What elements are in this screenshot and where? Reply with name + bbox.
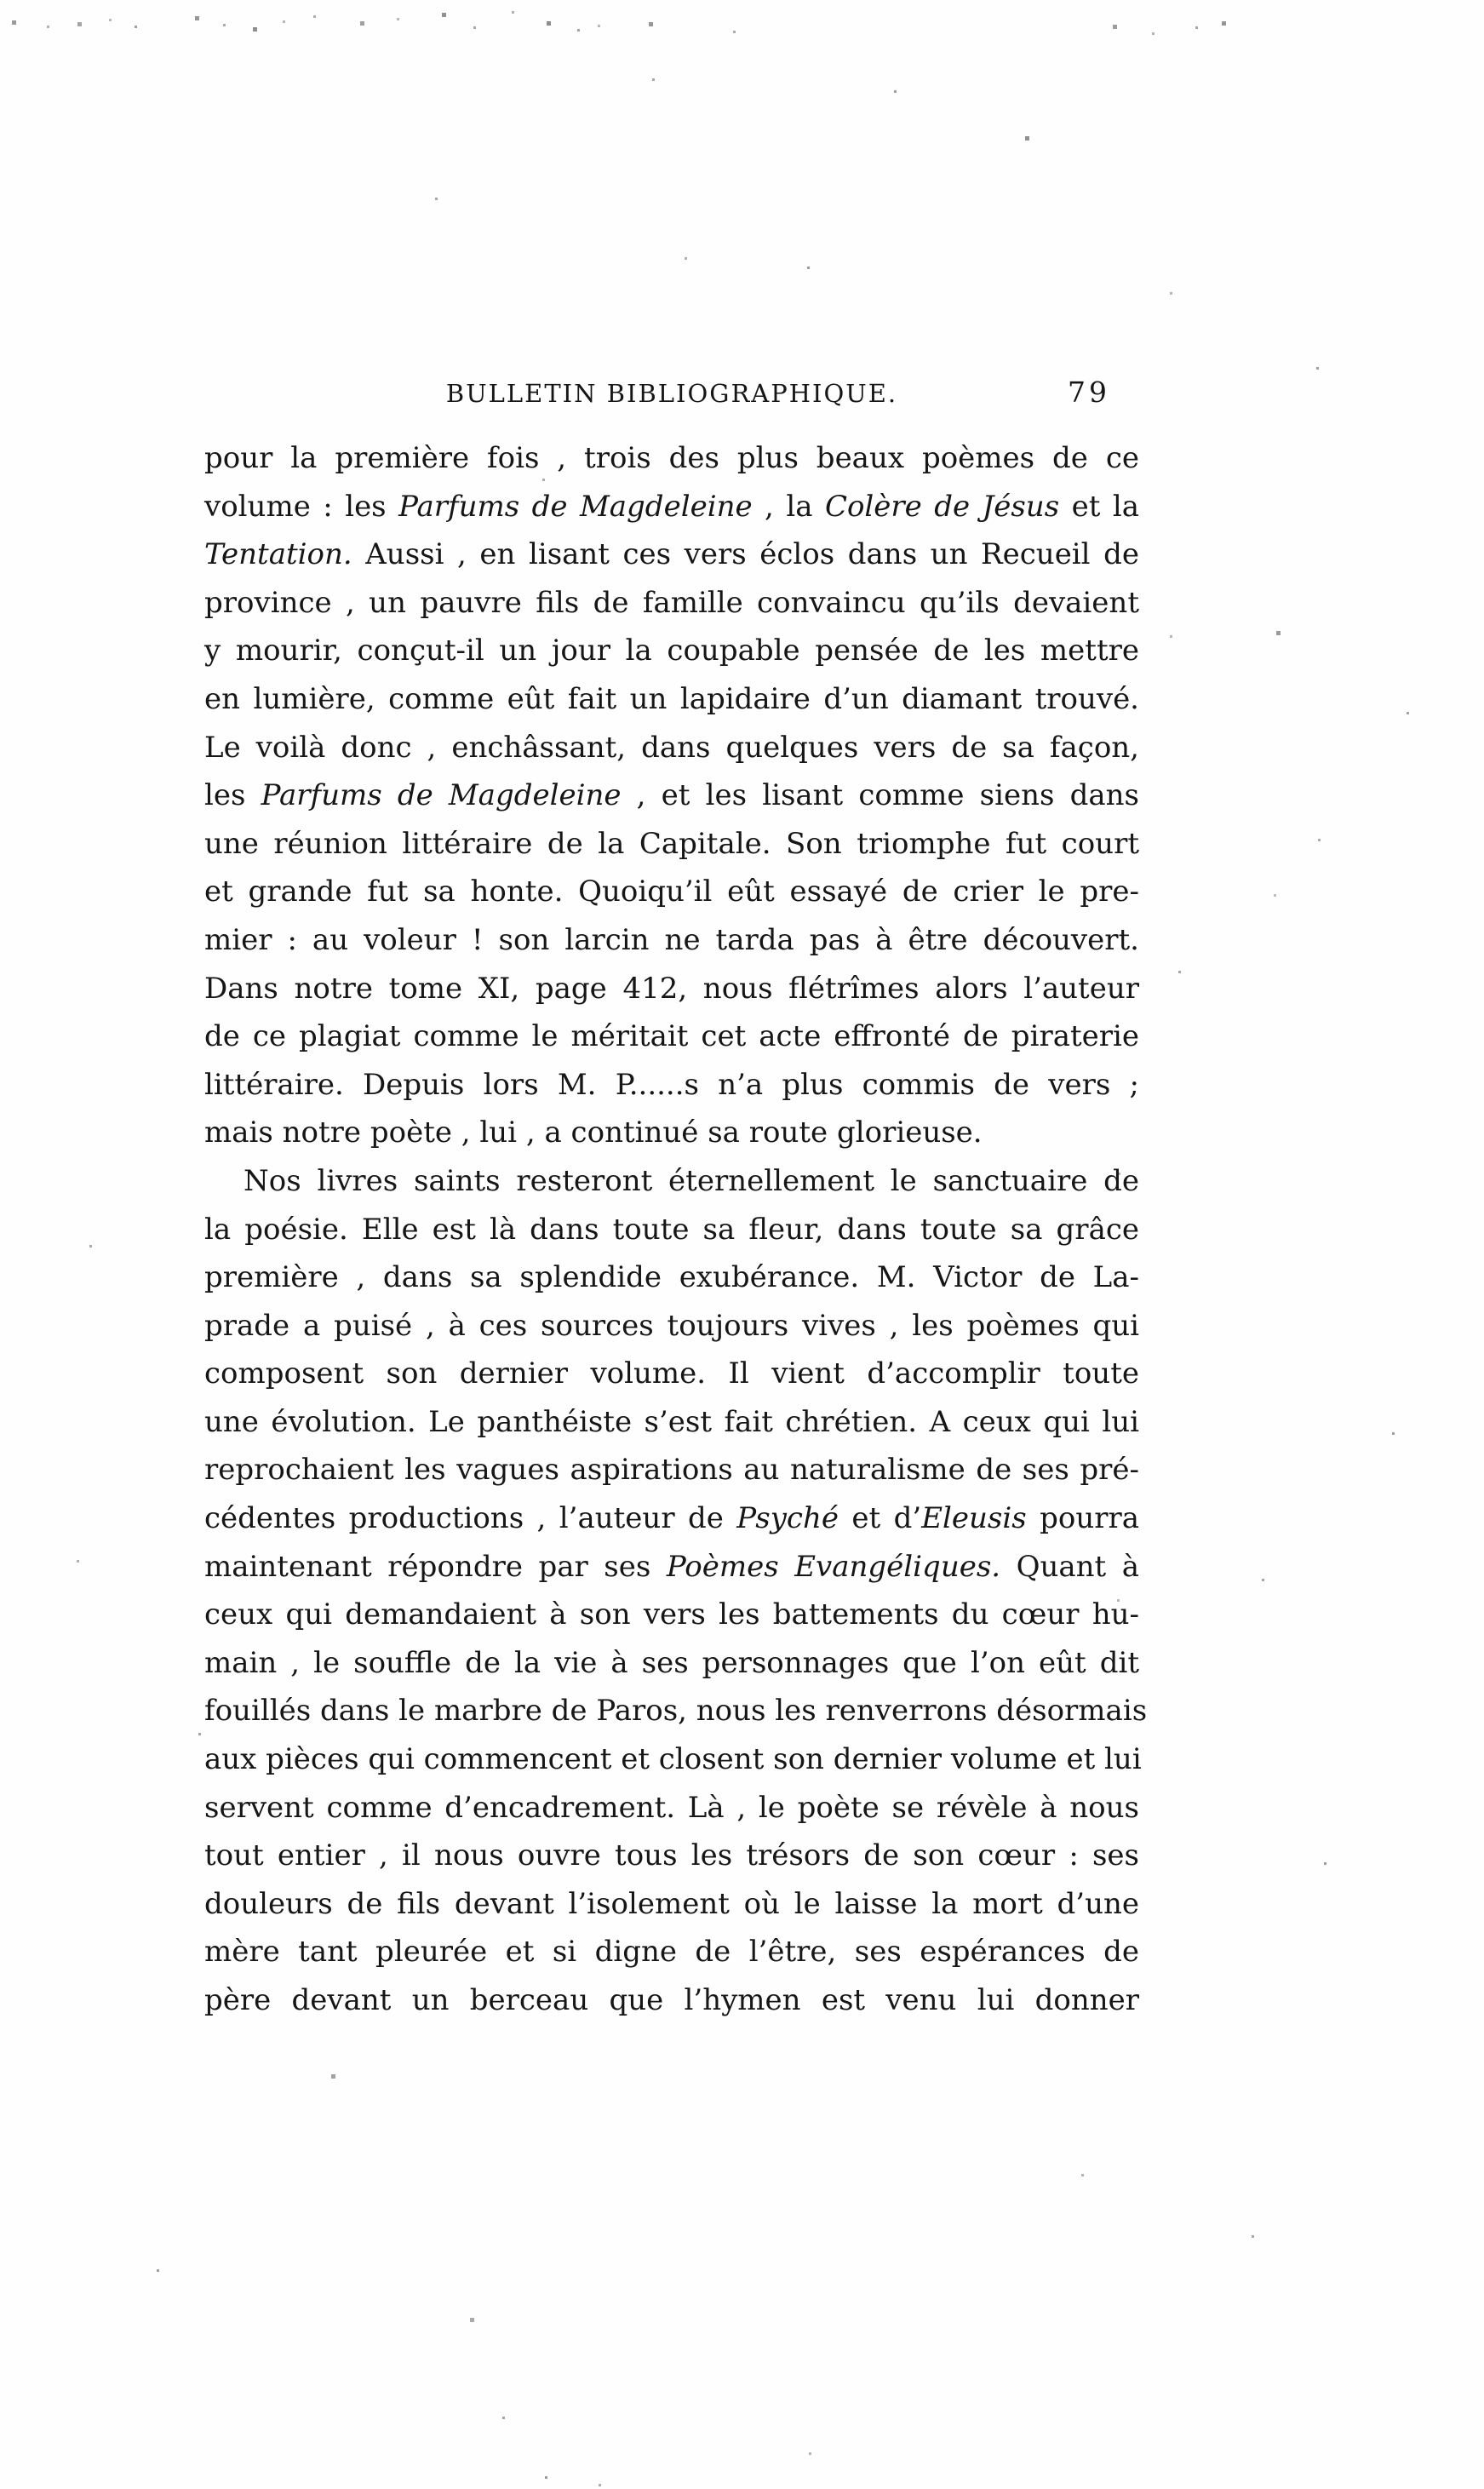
body-line-text: littéraire. Depuis lors M. P......s n’a plus commis de vers ; — [204, 1067, 1139, 1102]
text-line — [204, 868, 1139, 916]
text-line — [204, 1350, 1139, 1398]
text-line — [204, 1302, 1139, 1351]
body-line-text: maintenant répondre par ses — [204, 1549, 667, 1584]
body-line-text: , la — [752, 489, 825, 524]
body-line-text: mier : au voleur ! son larcin ne tarda pas à être découvert. — [204, 922, 1139, 957]
body-line-text: y mourir, conçut-il un jour la coupable pensée de les mettre — [204, 634, 1139, 668]
text-line — [204, 1398, 1139, 1447]
body-line-text: Dans notre tome XI, page 412, nous flétrîmes alors l’auteur — [204, 971, 1139, 1006]
page-number: 79 — [1068, 376, 1110, 409]
text-line — [204, 724, 1139, 772]
body-line-text: mère tant pleurée et si digne de l’être, ses espérances de — [204, 1935, 1139, 1970]
body-line-text: pourra — [1026, 1501, 1139, 1536]
body-line-text: une réunion littéraire de la Capitale. Son triomphe fut court — [204, 826, 1139, 861]
text-line — [204, 1784, 1139, 1832]
text-line — [204, 1735, 1142, 1784]
body-line-text: province , un pauvre fils de famille convaincu qu’ils devaient — [204, 585, 1139, 620]
italic-title-text: Parfums de Magdeleine — [398, 489, 753, 524]
text-line — [204, 483, 1139, 531]
text-line — [204, 820, 1139, 869]
body-line-text: Le voilà donc , enchâssant, dans quelques vers de sa façon, — [204, 730, 1139, 765]
body-text — [204, 434, 1148, 2025]
body-line-text: Nos livres saints resteront éternellement le sanctuaire de — [244, 1163, 1139, 1198]
body-line-text: composent son dernier volume. Il vient d’accomplir toute — [204, 1356, 1139, 1391]
body-line-text: cédentes productions , l’auteur de — [204, 1501, 737, 1536]
body-line-text: Quant à — [1000, 1549, 1139, 1584]
text-line — [204, 579, 1139, 628]
text-line — [204, 1061, 1139, 1110]
text-line — [204, 1976, 1139, 2025]
body-line-text: aux pièces qui commencent et closent son dernier volume et lui — [204, 1742, 1142, 1777]
text-line — [204, 965, 1139, 1013]
body-line-text: ceux qui demandaient à son vers les battements du cœur hu- — [204, 1597, 1139, 1632]
text-line — [204, 1543, 1139, 1591]
text-line — [204, 1880, 1139, 1929]
text-line — [204, 1591, 1139, 1639]
italic-title-text: Psyché — [736, 1501, 839, 1536]
body-line-text: et grande fut sa honte. Quoiqu’il eût essayé de crier le pre- — [204, 875, 1139, 909]
scan-noise-specks — [0, 0, 3, 3]
body-line-text: main , le souffle de la vie à ses personnages que l’on eût dit — [204, 1645, 1139, 1680]
text-line — [204, 771, 1139, 820]
text-line — [204, 1639, 1139, 1688]
text-line — [204, 1446, 1139, 1494]
italic-title-text: Tentation. — [204, 537, 352, 572]
body-line-text: tout entier , il nous ouvre tous les trésors de son cœur : ses — [204, 1838, 1139, 1873]
text-line — [204, 1206, 1139, 1254]
text-line — [204, 1832, 1139, 1880]
body-line-text: première , dans sa splendide exubérance. M. Victor de La- — [204, 1260, 1139, 1295]
text-line — [204, 1109, 1139, 1157]
body-line-text: de ce plagiat comme le méritait cet acte effronté de piraterie — [204, 1019, 1139, 1054]
body-line-text: pour la première fois , trois des plus beaux poèmes de ce — [204, 441, 1139, 475]
text-line — [204, 1494, 1139, 1543]
text-line — [204, 1157, 1139, 1206]
italic-title-text: Colère de Jésus — [824, 489, 1060, 524]
text-line — [204, 1687, 1148, 1735]
italic-title-text: Poèmes Evangéliques. — [666, 1549, 1001, 1584]
body-line-text: mais notre poète , lui , a continué sa route glorieuse. — [204, 1115, 983, 1150]
body-line-text: fouillés dans le marbre de Paros, nous les renverrons désormais — [204, 1694, 1148, 1729]
body-line-text: père devant un berceau que l’hymen est venu lui donner — [204, 1983, 1139, 2017]
running-head — [204, 376, 1139, 420]
italic-title-text: Eleusis — [921, 1501, 1027, 1536]
running-title: BULLETIN BIBLIOGRAPHIQUE. — [445, 379, 898, 408]
body-line-text: volume : les — [204, 489, 399, 524]
text-line — [204, 530, 1139, 579]
body-line-text: servent comme d’encadrement. Là , le poète se révèle à nous — [204, 1790, 1139, 1825]
text-line — [204, 627, 1139, 675]
text-line — [204, 675, 1139, 724]
text-line — [204, 1253, 1139, 1302]
body-line-text: prade a puisé , à ces sources toujours vives , les poèmes qui — [204, 1308, 1139, 1343]
body-line-text: douleurs de fils devant l’isolement où le laisse la mort d’une — [204, 1886, 1139, 1921]
text-line — [204, 1012, 1139, 1061]
body-line-text: la poésie. Elle est là dans toute sa fleur, dans toute sa grâce — [204, 1212, 1139, 1247]
body-line-text: en lumière, comme eût fait un lapidaire d’un diamant trouvé. — [204, 681, 1139, 716]
body-line-text: les — [204, 778, 261, 813]
text-line — [204, 434, 1139, 483]
italic-title-text: Parfums de Magdeleine — [261, 778, 622, 813]
text-line — [204, 1928, 1139, 1976]
body-line-text: reprochaient les vagues aspirations au naturalisme de ses pré- — [204, 1453, 1139, 1488]
body-line-text: et la — [1059, 489, 1140, 524]
body-line-text: , et les lisant comme siens dans — [621, 778, 1139, 813]
body-line-text: une évolution. Le panthéiste s’est fait chrétien. A ceux qui lui — [204, 1404, 1139, 1439]
text-line — [204, 916, 1139, 965]
body-line-text: et d’ — [838, 1501, 922, 1536]
body-line-text: Aussi , en lisant ces vers éclos dans un Recueil de — [352, 537, 1139, 572]
